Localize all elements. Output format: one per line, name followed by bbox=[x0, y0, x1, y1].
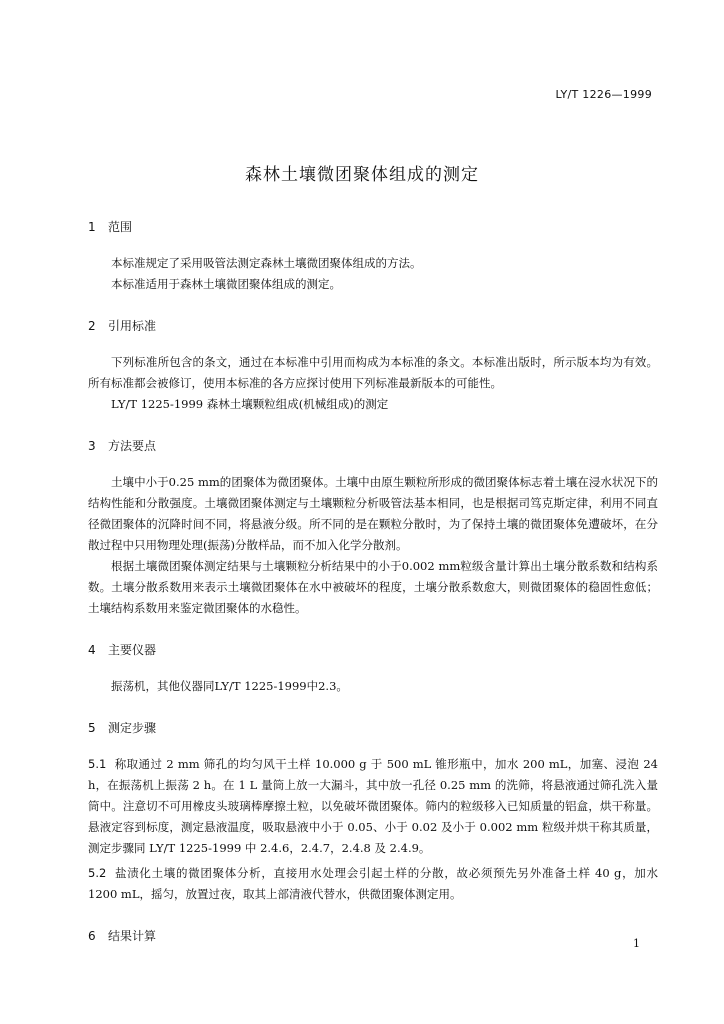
subsection-text: 称取通过 2 mm 筛孔的均匀风干土样 10.000 g 于 500 mL 锥形瓶中，加水 200 mL，加塞、浸泡 24 h，在振荡机上振荡 2 h。在 1 L 量筒上放一大漏斗，其中放一孔径 0.25 mm 的洗筛，将悬液通过筛孔洗入量筒中。注意切不可用橡皮头玻璃棒摩擦土粒，以免破坏微团聚体。筛内的粒级移入已知质量的铝盒，烘干称量。悬液定容到标度，测定悬液温度，吸取悬液中小于 0.05、小于 0.02 及小于 0.002 mm 粒级并烘干称其质量，测定步骤同 LY/T 1225-1999 中 2.4.6，2.4.7，2.4.8 及 2.4.9。 bbox=[88, 757, 658, 855]
paragraph: 振荡机，其他仪器同LY/T 1225-1999中2.3。 bbox=[111, 679, 348, 693]
standard-code: LY/T 1226—1999 bbox=[555, 88, 652, 101]
subsection-text: 盐渍化土壤的微团聚体分析，直接用水处理会引起土样的分散，故必须预先另外准备土样 40 g，加水 1200 mL，摇匀，放置过夜，取其上部清液代替水，供微团聚体测定用。 bbox=[88, 866, 658, 901]
section-heading-scope bbox=[88, 218, 658, 235]
section-heading-method-principle bbox=[88, 437, 658, 454]
paragraph: 土壤中小于0.25 mm的团聚体为微团聚体。土壤中由原生颗粒所形成的微团聚体标志着土壤在浸水状况下的结构性能和分散强度。土壤微团聚体测定与土壤颗粒分析吸管法基本相同，也是根据司笃克斯定律，利用不同直径微团聚体的沉降时间不同，将悬液分级。所不同的是在颗粒分散时，为了保持土壤的微团聚体免遭破坏，在分散过程中只用物理处理(振荡)分散样品，而不加入化学分散剂。 bbox=[88, 475, 658, 552]
paragraph: 本标准规定了采用吸管法测定森林土壤微团聚体组成的方法。 bbox=[111, 256, 422, 270]
section-title: 范围 bbox=[108, 220, 133, 234]
document-body bbox=[88, 218, 658, 944]
paragraph: 下列标准所包含的条文，通过在本标准中引用而构成为本标准的条文。本标准出版时，所示版本均为有效。所有标准都会被修订，使用本标准的各方应探讨使用下列标准最新版本的可能性。 bbox=[88, 355, 658, 390]
section-number: 2 bbox=[88, 319, 96, 333]
subsection-5-1 bbox=[88, 754, 658, 859]
subsection-number: 5.2 bbox=[88, 866, 107, 880]
document-title: 森林土壤微团聚体组成的测定 bbox=[245, 165, 479, 185]
referenced-standard: LY/T 1225-1999 森林土壤颗粒组成(机械组成)的测定 bbox=[111, 397, 389, 411]
section-title: 引用标准 bbox=[108, 319, 157, 333]
section-heading-procedure bbox=[88, 719, 658, 736]
subsection-5-2 bbox=[88, 863, 658, 905]
section-title: 方法要点 bbox=[108, 439, 157, 453]
paragraph: 本标准适用于森林土壤微团聚体组成的测定。 bbox=[111, 277, 341, 291]
section-heading-apparatus bbox=[88, 641, 658, 658]
paragraph: 根据土壤微团聚体测定结果与土壤颗粒分析结果中的小于0.002 mm粒级含量计算出土壤分散系数和结构系数。土壤分散系数用来表示土壤微团聚体在水中被破坏的程度，土壤分散系数愈大，则微团聚体的稳固性愈低；土壤结构系数用来鉴定微团聚体的水稳性。 bbox=[88, 559, 658, 615]
section-number: 5 bbox=[88, 721, 96, 735]
section-number: 3 bbox=[88, 439, 96, 453]
section-title: 测定步骤 bbox=[108, 721, 157, 735]
page-number: 1 bbox=[633, 937, 640, 950]
section-number: 4 bbox=[88, 643, 96, 657]
section-heading-calculation bbox=[88, 927, 658, 944]
section-number: 6 bbox=[88, 929, 96, 943]
section-title: 结果计算 bbox=[108, 929, 157, 943]
section-heading-normative-references bbox=[88, 317, 658, 334]
subsection-number: 5.1 bbox=[88, 757, 107, 771]
section-number: 1 bbox=[88, 220, 96, 234]
section-title: 主要仪器 bbox=[108, 643, 157, 657]
